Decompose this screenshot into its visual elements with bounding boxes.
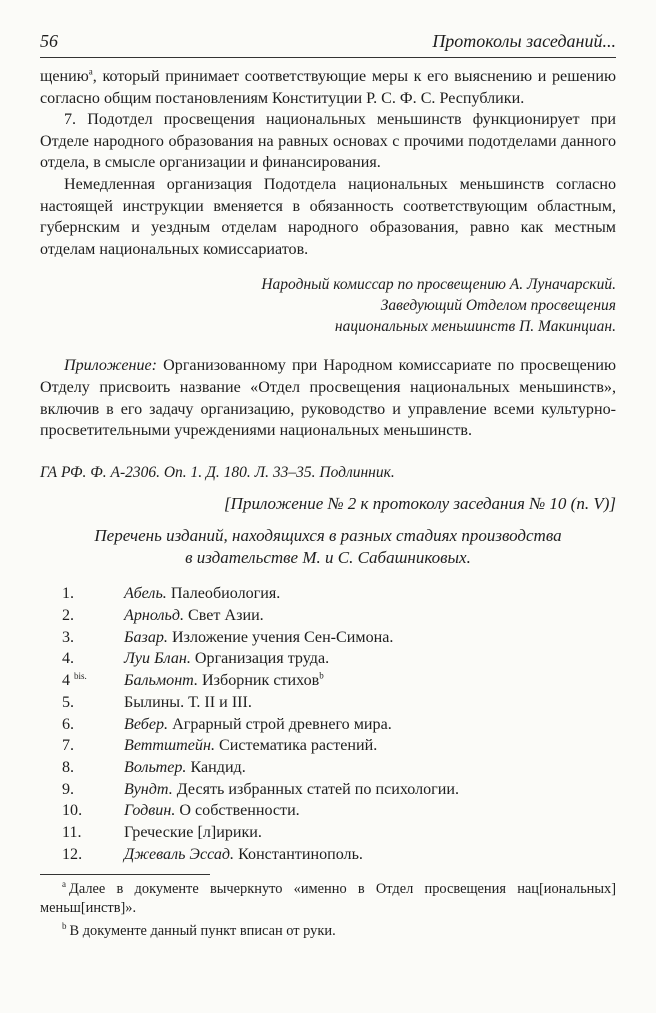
list-item-title: Греческие [л]ирики.	[124, 824, 262, 842]
list-item-text	[124, 779, 459, 801]
appendix-2-header: [Приложение № 2 к протоколу заседания № 10 (п. V)]	[224, 494, 616, 514]
signature-line: национальных меньшинств П. Макинциан.	[334, 318, 616, 336]
list-item	[62, 800, 616, 822]
list-item	[62, 844, 616, 866]
list-item-title: Аграрный строй древнего мира.	[168, 715, 392, 733]
header-rule	[40, 57, 616, 58]
footnote-ref-b: b	[319, 670, 324, 681]
list-item-author: Вебер.	[124, 715, 169, 733]
list-item	[62, 627, 616, 649]
list-item	[62, 735, 616, 757]
list-item-number: 1.	[62, 585, 75, 603]
footnote-b: $^b$ В документе данный пункт вписан от руки.	[62, 921, 336, 939]
list-item-author: Базар.	[124, 628, 168, 646]
list-title: Перечень изданий, находящихся в разных стадиях производства в издательстве М. и С. Сабашниковых.	[94, 526, 562, 568]
publications-list	[40, 583, 616, 865]
list-item-title: Палеобиология.	[166, 585, 281, 603]
list-item-title: Былины. Т. II и III.	[124, 693, 252, 711]
list-item-title: Систематика растений.	[214, 737, 378, 755]
list-item	[62, 779, 616, 801]
list-item-title: Изложение учения Сен-Симона.	[167, 628, 394, 646]
list-item-text	[124, 648, 329, 670]
list-item-number: 9.	[62, 780, 75, 798]
list-item-number: 11.	[62, 824, 82, 842]
list-item-text	[124, 627, 393, 649]
list-item-author: Бальмонт.	[124, 672, 199, 690]
list-item-author: Джеваль Эссад.	[124, 845, 235, 863]
list-item-number: 8.	[62, 758, 75, 776]
paragraph-continuation: щению$^a$, который принимает соответствующие меры к его выяснению и решению согласно общим постановлениям Конституции Р. С. Ф. С. Республики.	[40, 66, 616, 107]
list-item-title: Свет Азии.	[184, 607, 264, 625]
list-item-text	[124, 800, 300, 822]
list-item-author: Арнольд.	[124, 607, 185, 625]
list-item	[62, 648, 616, 670]
list-item	[62, 822, 616, 844]
list-item	[62, 670, 616, 692]
list-item-text	[124, 692, 252, 714]
list-item	[62, 692, 616, 714]
signature-block	[40, 274, 616, 337]
signature-line: Народный комиссар по просвещению А. Луначарский.	[261, 276, 616, 294]
list-item-text	[124, 583, 280, 605]
list-item-number: 7.	[62, 737, 75, 755]
list-item-text	[124, 605, 264, 627]
list-item-author: Веттштейн.	[124, 737, 215, 755]
list-item-text	[124, 844, 363, 866]
list-item-number: 2.	[62, 607, 75, 625]
footnote-ref-a: a	[88, 66, 93, 77]
running-title: Протоколы заседаний...	[432, 31, 616, 51]
footnote-rule	[40, 874, 210, 875]
list-item-author: Годвин.	[124, 802, 176, 820]
paragraph-organization: Немедленная организация Подотдела национальных меньшинств согласно настоящей инструкции вменяется в обязанность соответствующим областным, губернским и уездным отделам народного образования, равно как местным отделам национальных комиссариатов.	[40, 175, 616, 258]
signature-line: Заведующий Отделом просвещения	[380, 297, 616, 315]
list-item-text	[124, 735, 377, 757]
list-item	[62, 757, 616, 779]
list-item-title: О собственности.	[175, 802, 300, 820]
list-item-title: Десять избранных статей по психологии.	[172, 780, 460, 798]
list-item-text	[124, 714, 392, 736]
list-item-number: 6.	[62, 715, 75, 733]
list-item-text	[124, 670, 324, 692]
list-item-title: Кандид.	[186, 758, 246, 776]
list-item-text	[124, 822, 262, 844]
list-item-number: 4 $^{bis.}$	[62, 670, 87, 690]
list-item-author: Абель.	[124, 585, 167, 603]
list-item-number: 12.	[62, 845, 83, 863]
archive-reference: ГА РФ. Ф. А-2306. Оп. 1. Д. 180. Л. 33–35. Подлинник.	[40, 463, 395, 481]
appendix-label: Приложение:	[64, 357, 158, 375]
list-item-title: Константинополь.	[234, 845, 363, 863]
list-item	[62, 583, 616, 605]
footnote-a: $^a$ Далее в документе вычеркнуто «именно в Отдел просвещения нац[иональных] меньш[инств]».	[40, 879, 616, 916]
list-item-number: 10.	[62, 802, 83, 820]
list-item	[62, 714, 616, 736]
list-item-title: Организация труда.	[190, 650, 330, 668]
list-item-author: Луи Блан.	[124, 650, 191, 668]
list-item	[62, 605, 616, 627]
footnotes	[40, 880, 616, 941]
list-item-number: 3.	[62, 628, 75, 646]
body-text	[40, 66, 616, 865]
list-item-number: 4.	[62, 650, 75, 668]
paragraph-item-7: 7. Подотдел просвещения национальных меньшинств функционирует при Отделе народного образования на равных основах с прочими подотделами данного отдела, в смысле организации и финансирования.	[40, 111, 616, 172]
appendix-note: Приложение: Организованному при Народном комиссариате по просвещению Отделу присвоить название «Отдел просвещения национальных меньшинств», включив в его задачу организацию, руководство и управление всеми культурно-просветительными учреждениями национальных меньшинств.	[40, 357, 616, 440]
page-header	[40, 28, 616, 52]
list-item-author: Вольтер.	[124, 758, 187, 776]
list-item-number: 5.	[62, 693, 75, 711]
list-item-text	[124, 757, 246, 779]
list-item-author: Вундт.	[124, 780, 173, 798]
page-number: 56	[40, 31, 58, 51]
list-item-title: Изборник стихов	[198, 672, 320, 690]
